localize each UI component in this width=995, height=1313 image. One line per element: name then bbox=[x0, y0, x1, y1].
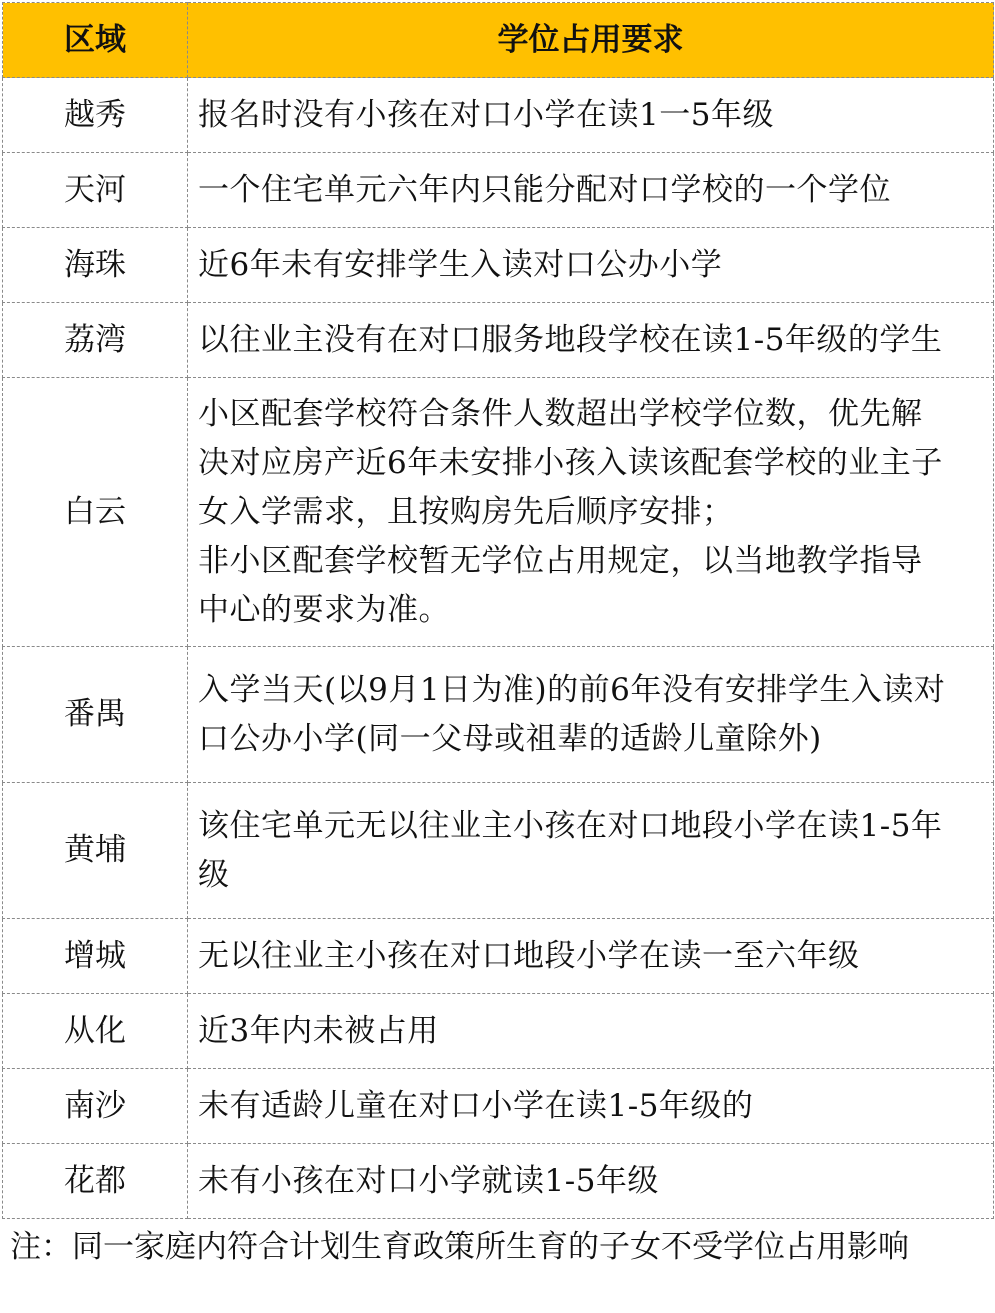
region-cell: 天河 bbox=[3, 153, 188, 228]
region-cell: 黄埔 bbox=[3, 783, 188, 919]
region-cell: 从化 bbox=[3, 994, 188, 1069]
region-cell: 南沙 bbox=[3, 1069, 188, 1144]
requirement-line: 报名时没有小孩在对口小学在读1一5年级 bbox=[198, 96, 774, 133]
requirement-line: 非小区配套学校暂无学位占用规定，以当地教学指导 bbox=[198, 542, 923, 579]
table-row bbox=[3, 303, 994, 378]
table-body bbox=[3, 78, 994, 1219]
requirement-line: 以往业主没有在对口服务地段学校在读1-5年级的学生 bbox=[198, 321, 943, 358]
requirement-cell bbox=[188, 994, 994, 1069]
requirement-cell bbox=[188, 647, 994, 783]
requirement-cell bbox=[188, 378, 994, 647]
region-cell: 越秀 bbox=[3, 78, 188, 153]
requirement-line: 近6年未有安排学生入读对口公办小学 bbox=[198, 246, 723, 283]
requirement-line: 女入学需求，且按购房先后顺序安排； bbox=[198, 493, 734, 530]
table-row bbox=[3, 647, 994, 783]
table-row bbox=[3, 919, 994, 994]
requirement-cell bbox=[188, 78, 994, 153]
requirement-cell bbox=[188, 303, 994, 378]
requirement-cell bbox=[188, 919, 994, 994]
region-cell: 白云 bbox=[3, 378, 188, 647]
requirement-line: 口公办小学(同一父母或祖辈的适龄儿童除外) bbox=[198, 720, 822, 757]
table-row bbox=[3, 1144, 994, 1219]
table-row bbox=[3, 1069, 994, 1144]
table-row bbox=[3, 783, 994, 919]
policy-table-container bbox=[2, 2, 993, 1219]
requirement-cell bbox=[188, 1069, 994, 1144]
requirement-line: 中心的要求为准。 bbox=[198, 591, 450, 628]
table-row bbox=[3, 378, 994, 647]
table-row bbox=[3, 78, 994, 153]
requirement-cell bbox=[188, 1144, 994, 1219]
table-row bbox=[3, 228, 994, 303]
requirement-cell bbox=[188, 228, 994, 303]
region-cell: 荔湾 bbox=[3, 303, 188, 378]
requirement-line: 入学当天(以9月1日为准)的前6年没有安排学生入读对 bbox=[198, 671, 946, 708]
region-cell: 海珠 bbox=[3, 228, 188, 303]
region-column-header: 区域 bbox=[3, 3, 188, 78]
requirement-cell bbox=[188, 783, 994, 919]
requirement-line: 小区配套学校符合条件人数超出学校学位数，优先解 bbox=[198, 395, 923, 432]
requirement-column-header: 学位占用要求 bbox=[188, 3, 994, 78]
table-row bbox=[3, 994, 994, 1069]
requirement-line: 一个住宅单元六年内只能分配对口学校的一个学位 bbox=[198, 171, 891, 208]
region-cell: 番禺 bbox=[3, 647, 188, 783]
requirement-line: 近3年内未被占用 bbox=[198, 1012, 439, 1049]
requirement-cell bbox=[188, 153, 994, 228]
region-cell: 增城 bbox=[3, 919, 188, 994]
requirement-line: 未有小孩在对口小学就读1-5年级 bbox=[198, 1162, 659, 1199]
requirement-line: 该住宅单元无以往业主小孩在对口地段小学在读1-5年 bbox=[198, 807, 943, 844]
header-row bbox=[3, 3, 994, 78]
footnote: 注：同一家庭内符合计划生育政策所生育的子女不受学位占用影响 bbox=[10, 1229, 909, 1265]
school-place-table bbox=[2, 2, 994, 1219]
requirement-line: 未有适龄儿童在对口小学在读1-5年级的 bbox=[198, 1087, 754, 1124]
region-cell: 花都 bbox=[3, 1144, 188, 1219]
table-row bbox=[3, 153, 994, 228]
requirement-line: 级 bbox=[198, 856, 230, 893]
requirement-line: 决对应房产近6年未安排小孩入读该配套学校的业主子 bbox=[198, 444, 943, 481]
requirement-line: 无以往业主小孩在对口地段小学在读一至六年级 bbox=[198, 937, 860, 974]
